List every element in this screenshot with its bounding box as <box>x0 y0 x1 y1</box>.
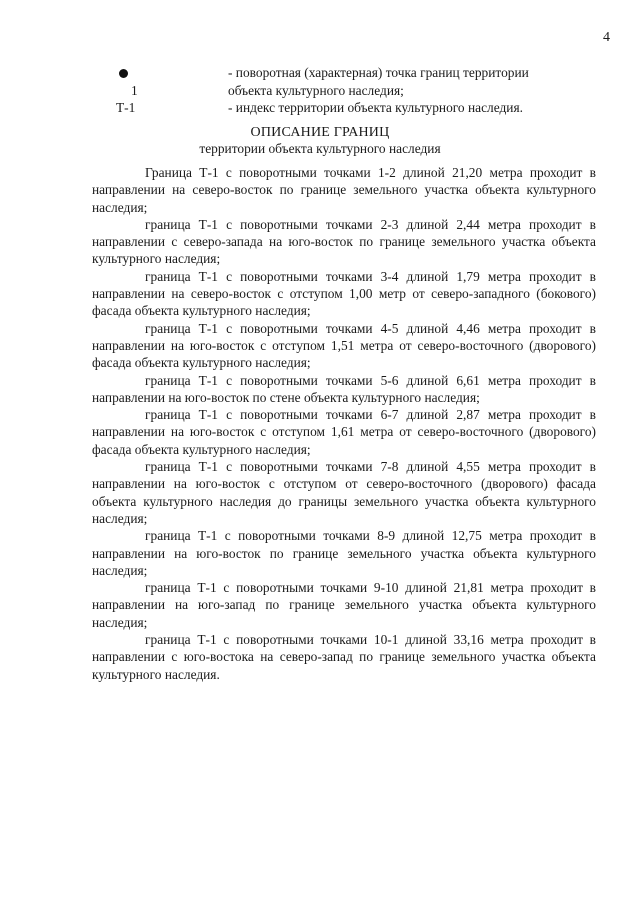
paragraph: граница Т-1 с поворотными точками 9-10 длиной 21,81 метра проходит в направлении на юго-запад по границе земельного участка объекта культурного наследия; <box>92 580 596 630</box>
paragraph: граница Т-1 с поворотными точками 7-8 длиной 4,55 метра проходит в направлении на юго-восток с отступом от северо-восточного (дворового) фасада объекта культурного наследия до границы земельного участка объекта культурного наследия; <box>92 459 596 526</box>
paragraph: граница Т-1 с поворотными точками 4-5 длиной 4,46 метра проходит в направлении на юго-восток с отступом 1,51 метра от северо-восточного (дворового) фасада объекта культурного наследия; <box>92 320 596 371</box>
page-number: 4 <box>603 30 610 45</box>
section-title: ОПИСАНИЕ ГРАНИЦ <box>250 125 390 140</box>
legend-key: Т-1 <box>116 100 136 115</box>
paragraph: граница Т-1 с поворотными точками 2-3 длиной 2,44 метра проходит в направлении с северо-запада на юго-восток по границе земельного участка объекта культурного наследия; <box>92 216 596 267</box>
legend-row-index <box>0 98 640 118</box>
filled-circle-icon <box>119 69 128 78</box>
paragraph: граница Т-1 с поворотными точками 3-4 длиной 1,79 метра проходит в направлении на северо-восток с отступом 1,00 метр от северо-западного (бокового) фасада объекта культурного наследия; <box>92 268 596 319</box>
legend-row-point <box>0 63 640 83</box>
legend-key: 1 <box>131 83 138 98</box>
legend-text: - индекс территории объекта культурного наследия. <box>228 100 523 115</box>
paragraph: граница Т-1 с поворотными точками 6-7 длиной 2,87 метра проходит в направлении на юго-восток с отступом 1,61 метра от северо-восточного (дворового) фасада объекта культурного наследия; <box>92 407 596 457</box>
paragraph: граница Т-1 с поворотными точками 10-1 длиной 33,16 метра проходит в направлении с юго-востока на северо-запад по границе земельного участка объекта культурного наследия. <box>92 632 596 682</box>
section-subtitle: территории объекта культурного наследия <box>199 141 441 156</box>
legend-text: - поворотная (характерная) точка границ территории <box>228 65 529 80</box>
legend-text: объекта культурного наследия; <box>228 83 404 98</box>
paragraph: граница Т-1 с поворотными точками 5-6 длиной 6,61 метра проходит в направлении на юго-восток по стене объекта культурного наследия; <box>92 372 596 405</box>
paragraph: граница Т-1 с поворотными точками 8-9 длиной 12,75 метра проходит в направлении на юго-восток по границе земельного участка объекта культурного наследия; <box>92 528 596 578</box>
paragraph: Граница Т-1 с поворотными точками 1-2 длиной 21,20 метра проходит в направлении на северо-восток по границе земельного участка объекта культурного наследия; <box>92 165 596 215</box>
boundary-description <box>92 164 596 683</box>
